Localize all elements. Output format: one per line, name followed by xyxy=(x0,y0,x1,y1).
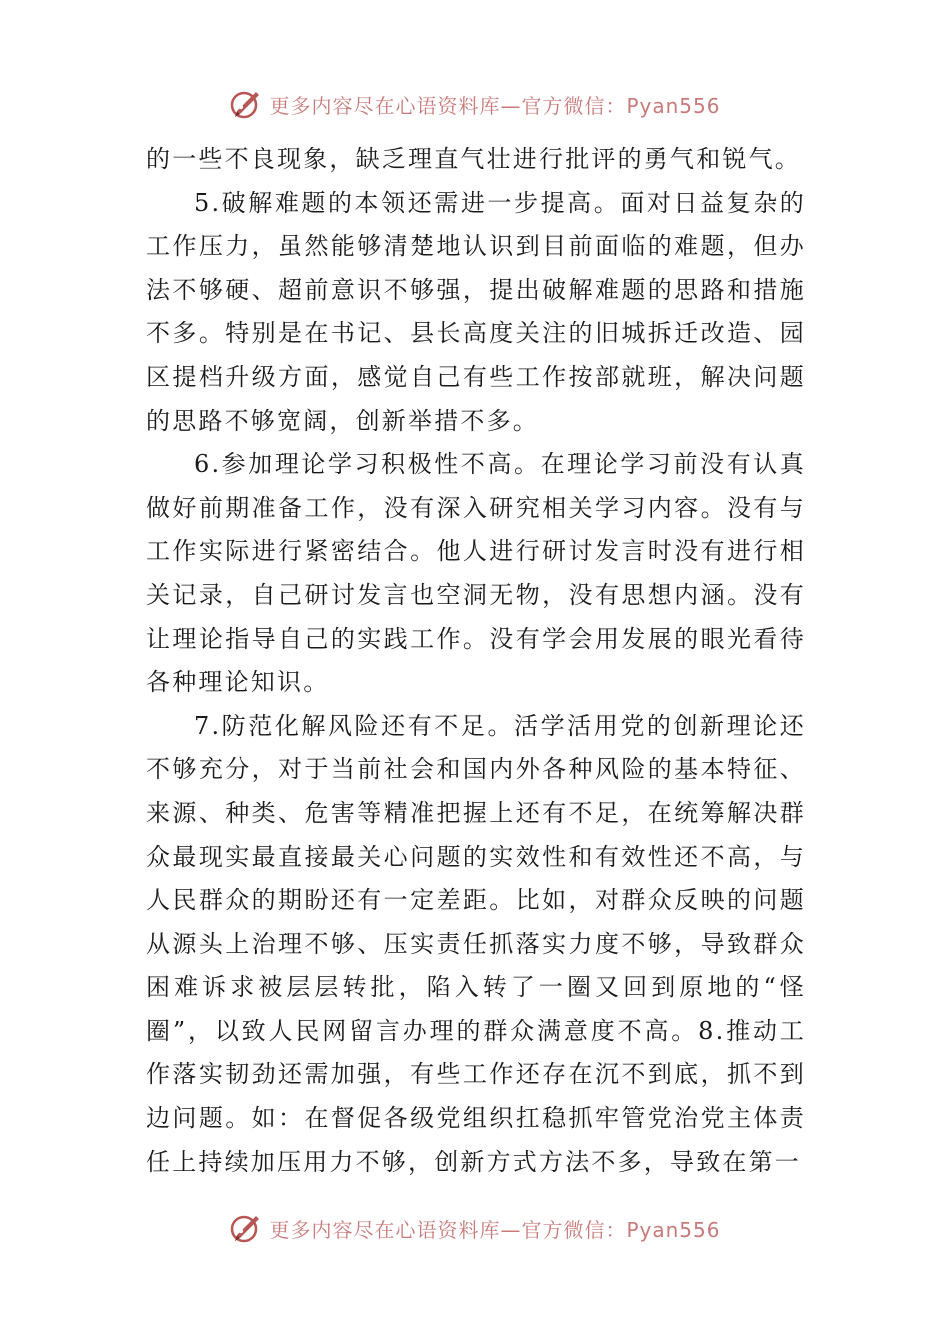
pen-logo-icon xyxy=(229,1211,263,1245)
document-body xyxy=(146,138,806,1184)
footer-banner-text: 更多内容尽在心语资料库—官方微信：Pyan556 xyxy=(269,1217,721,1242)
paragraph-item-5: 5.破解难题的本领还需进一步提高。面对日益复杂的工作压力，虽然能够清楚地认识到目前面临的难题，但办法不够硬、超前意识不够强，提出破解难题的思路和措施不多。特别是在书记、县长高度关注的旧城拆迁改造、园区提档升级方面，感觉自己有些工作按部就班，解决问题的思路不够宽阔，创新举措不多。 xyxy=(146,188,806,435)
pen-logo-icon xyxy=(229,87,263,121)
paragraph-item-6: 6.参加理论学习积极性不高。在理论学习前没有认真做好前期准备工作，没有深入研究相关学习内容。没有与工作实际进行紧密结合。他人进行研讨发言时没有进行相关记录，自己研讨发言也空洞无物，没有思想内涵。没有让理论指导自己的实践工作。没有学会用发展的眼光看待各种理论知识。 xyxy=(146,450,806,697)
header-banner xyxy=(0,84,950,124)
paragraph-continuation: 的一些不良现象，缺乏理直气壮进行批评的勇气和锐气。 xyxy=(146,145,801,173)
paragraph-item-7: 7.防范化解风险还有不足。活学活用党的创新理论还不够充分，对于当前社会和国内外各种风险的基本特征、来源、种类、危害等精准把握上还有不足，在统筹解决群众最现实最直接最关心问题的实效性和有效性还不高，与人民群众的期盼还有一定差距。比如，对群众反映的问题从源头上治理不够、压实责任抓落实力度不够，导致群众困难诉求被层层转批，陷入转了一圈又回到原地的“怪圈”，以致人民网留言办理的群众满意度不高。8.推动工作落实韧劲还需加强，有些工作还存在沉不到底，抓不到边问题。如：在督促各级党组织扛稳抓牢管党治党主体责任上持续加压用力不够，创新方式方法不多，导致在第一 xyxy=(146,711,806,1176)
footer-banner xyxy=(0,1208,950,1248)
header-banner-text: 更多内容尽在心语资料库—官方微信：Pyan556 xyxy=(269,93,721,118)
